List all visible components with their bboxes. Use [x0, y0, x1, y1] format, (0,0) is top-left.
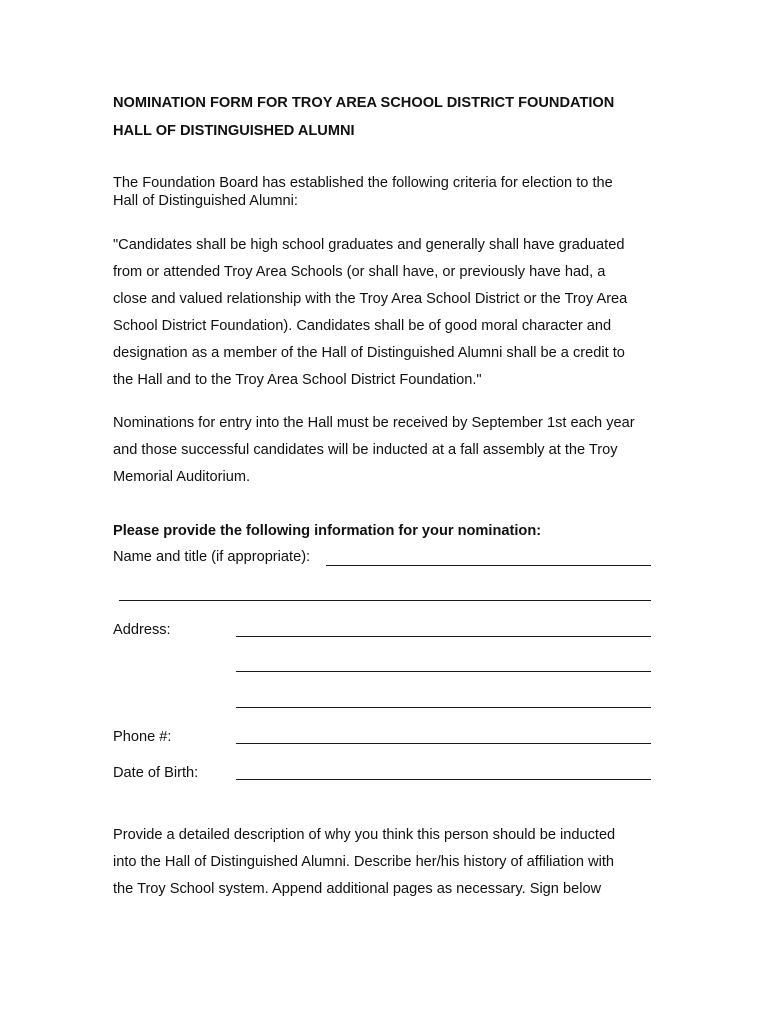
name-title-field-continuation[interactable]: [119, 600, 651, 601]
form-title-line-1: NOMINATION FORM FOR TROY AREA SCHOOL DISTRICT FOUNDATION: [113, 95, 615, 111]
form-title-line-2: HALL OF DISTINGUISHED ALUMNI: [113, 123, 355, 139]
description-line: into the Hall of Distinguished Alumni. Describe her/his history of affiliation with: [113, 854, 615, 870]
intro-line-1: The Foundation Board has established the following criteria for election to the: [113, 175, 613, 191]
date-of-birth-field[interactable]: [236, 779, 651, 780]
description-line: Provide a detailed description of why you think this person should be inducted: [113, 827, 616, 843]
criteria-line: close and valued relationship with the Troy Area School District or the Troy Area: [113, 291, 628, 307]
description-line: the Troy School system. Append additional pages as necessary. Sign below: [113, 881, 602, 897]
address-label: Address:: [113, 622, 171, 638]
criteria-line: "Candidates shall be high school graduates and generally shall have graduated: [113, 237, 625, 253]
address-field-line-1[interactable]: [236, 636, 651, 637]
phone-label: Phone #:: [113, 729, 172, 745]
address-field-line-3[interactable]: [236, 707, 651, 708]
criteria-line: designation as a member of the Hall of Distinguished Alumni shall be a credit to: [113, 345, 625, 361]
intro-line-2: Hall of Distinguished Alumni:: [113, 193, 298, 209]
phone-field[interactable]: [236, 743, 651, 744]
date-of-birth-label: Date of Birth:: [113, 765, 199, 781]
deadline-line: Memorial Auditorium.: [113, 469, 251, 485]
deadline-line: Nominations for entry into the Hall must be received by September 1st each year: [113, 415, 635, 431]
criteria-line: from or attended Troy Area Schools (or shall have, or previously have had, a: [113, 264, 606, 280]
deadline-line: and those successful candidates will be inducted at a fall assembly at the Troy: [113, 442, 618, 458]
name-title-field[interactable]: [326, 565, 651, 566]
criteria-line: School District Foundation). Candidates shall be of good moral character and: [113, 318, 612, 334]
criteria-line: the Hall and to the Troy Area School District Foundation.": [113, 372, 482, 388]
form-info-heading: Please provide the following information for your nomination:: [113, 523, 542, 539]
address-field-line-2[interactable]: [236, 671, 651, 672]
name-title-label: Name and title (if appropriate):: [113, 549, 311, 565]
